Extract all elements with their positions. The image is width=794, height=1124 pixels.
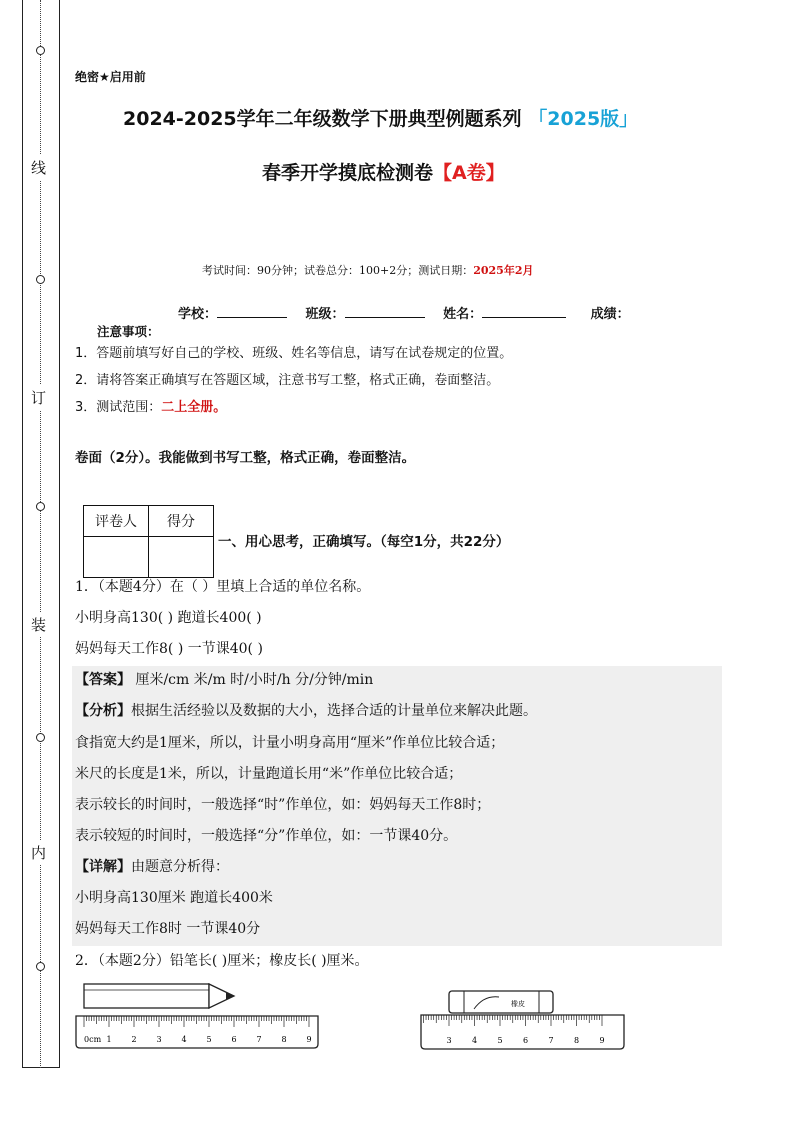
exam-info-text: 考试时间：90分钟；试卷总分：100+2分；测试日期： bbox=[202, 264, 474, 277]
page-subtitle bbox=[262, 158, 505, 185]
binding-char-zhuang: 装 bbox=[31, 612, 46, 637]
binding-char-xian: 线 bbox=[31, 155, 46, 180]
pencil-icon bbox=[84, 984, 234, 1008]
section-heading: 一、用心思考，正确填写。（每空1分，共22分） bbox=[218, 534, 510, 550]
binding-char-ding: 订 bbox=[31, 385, 46, 410]
question-1-line: 小明身高130( ) 跑道长400( ) bbox=[75, 610, 262, 626]
answer-label: 【答案】 bbox=[75, 672, 131, 688]
ruler-tick-label: 0cm bbox=[84, 1035, 102, 1044]
grader-header: 评卷人 bbox=[84, 506, 149, 537]
ruler-tick-label: 7 bbox=[548, 1036, 554, 1045]
score-label: 成绩： bbox=[590, 307, 630, 322]
subtitle-tag: 【A卷】 bbox=[433, 162, 505, 184]
ruler-pencil-figure bbox=[74, 978, 324, 1050]
title-edition: 「2025版」 bbox=[528, 108, 639, 130]
binding-hole bbox=[36, 275, 45, 284]
analysis-detail: 食指宽大约是1厘米，所以，计量小明身高用“厘米”作单位比较合适； bbox=[75, 735, 505, 751]
ruler-tick-label: 1 bbox=[106, 1035, 112, 1044]
ruler-tick-label: 5 bbox=[497, 1036, 503, 1045]
neatness-statement: 卷面（2分）。我能做到书写工整，格式正确，卷面整洁。 bbox=[75, 450, 416, 466]
ruler-2 bbox=[421, 1015, 624, 1049]
answer-text: 厘米/cm 米/m 时/小时/h 分/分钟/min bbox=[131, 672, 374, 688]
class-label: 班级： bbox=[305, 307, 345, 322]
subtitle-main: 春季开学摸底检测卷 bbox=[262, 162, 434, 184]
binding-hole bbox=[36, 502, 45, 511]
answer-line bbox=[75, 669, 373, 689]
score-header: 得分 bbox=[149, 506, 214, 537]
ruler-tick-label: 6 bbox=[231, 1035, 237, 1044]
school-field[interactable] bbox=[217, 305, 287, 318]
question-2-stem: 2．（本题2分）铅笔长( )厘米；橡皮长( )厘米。 bbox=[75, 953, 369, 969]
detail-label: 【详解】 bbox=[75, 859, 131, 875]
class-field[interactable] bbox=[345, 305, 425, 318]
binding-char-nei: 内 bbox=[31, 840, 46, 865]
grader-cell[interactable] bbox=[84, 537, 149, 578]
ruler-tick-label: 8 bbox=[281, 1035, 287, 1044]
name-field[interactable] bbox=[482, 305, 566, 318]
notice-item: 1．答题前填写好自己的学校、班级、姓名等信息，请写在试卷规定的位置。 bbox=[75, 346, 513, 361]
detail-line bbox=[75, 856, 229, 876]
analysis-detail: 表示较短的时间时，一般选择“分”作单位，如：一节课40分。 bbox=[75, 828, 458, 844]
page-title bbox=[123, 104, 638, 131]
notice-item: 2．请将答案正确填写在答题区域，注意书写工整，格式正确，卷面整洁。 bbox=[75, 373, 500, 388]
detail-text: 由题意分析得： bbox=[131, 859, 229, 875]
score-table bbox=[83, 505, 214, 578]
ruler-eraser-figure bbox=[419, 985, 629, 1051]
exam-date: 2025年2月 bbox=[473, 264, 534, 277]
analysis-detail: 米尺的长度是1米，所以，计量跑道长用“米”作单位比较合适； bbox=[75, 766, 463, 782]
school-label: 学校： bbox=[178, 307, 218, 322]
detail-answer: 小明身高130厘米 跑道长400米 bbox=[75, 890, 273, 906]
notice-item bbox=[75, 396, 226, 415]
analysis-label: 【分析】 bbox=[75, 703, 131, 719]
ruler-tick-label: 4 bbox=[471, 1036, 478, 1045]
binding-hole bbox=[36, 733, 45, 742]
analysis-text: 根据生活经验以及数据的大小，选择合适的计量单位来解决此题。 bbox=[131, 703, 537, 719]
ruler-tick-label: 4 bbox=[181, 1035, 187, 1044]
eraser-label: 橡皮 bbox=[511, 1000, 525, 1008]
analysis-line bbox=[75, 700, 537, 720]
score-cell[interactable] bbox=[149, 537, 214, 578]
student-fields bbox=[178, 303, 630, 322]
name-label: 姓名： bbox=[443, 307, 483, 322]
title-main: 2024-2025学年二年级数学下册典型例题系列 bbox=[123, 108, 522, 130]
ruler-tick-label: 6 bbox=[522, 1036, 529, 1045]
question-1-line: 妈妈每天工作8( ) 一节课40( ) bbox=[75, 641, 263, 657]
notice-title: 注意事项： bbox=[97, 324, 160, 339]
binding-hole bbox=[36, 46, 45, 55]
notice-item-text: 3．测试范围： bbox=[75, 400, 162, 415]
exam-info bbox=[202, 262, 534, 278]
question-1-stem: 1．（本题4分）在（ ）里填上合适的单位名称。 bbox=[75, 579, 371, 595]
binding-hole bbox=[36, 962, 45, 971]
notice-scope: 二上全册。 bbox=[161, 400, 227, 415]
ruler-tick-label: 5 bbox=[206, 1035, 212, 1044]
secret-label: 绝密★启用前 bbox=[75, 70, 146, 84]
ruler-tick-label: 3 bbox=[156, 1035, 162, 1044]
analysis-detail: 表示较长的时间时，一般选择“时”作单位，如：妈妈每天工作8时； bbox=[75, 797, 491, 813]
ruler-1 bbox=[76, 1016, 318, 1048]
ruler-tick-label: 7 bbox=[256, 1035, 262, 1044]
ruler-tick-label: 3 bbox=[446, 1036, 452, 1045]
ruler-tick-label: 9 bbox=[306, 1035, 312, 1044]
eraser-icon bbox=[449, 991, 553, 1013]
ruler-tick-label: 9 bbox=[599, 1036, 605, 1045]
ruler-tick-label: 2 bbox=[131, 1035, 137, 1044]
detail-answer: 妈妈每天工作8时 一节课40分 bbox=[75, 921, 261, 937]
ruler-tick-label: 8 bbox=[573, 1036, 580, 1045]
